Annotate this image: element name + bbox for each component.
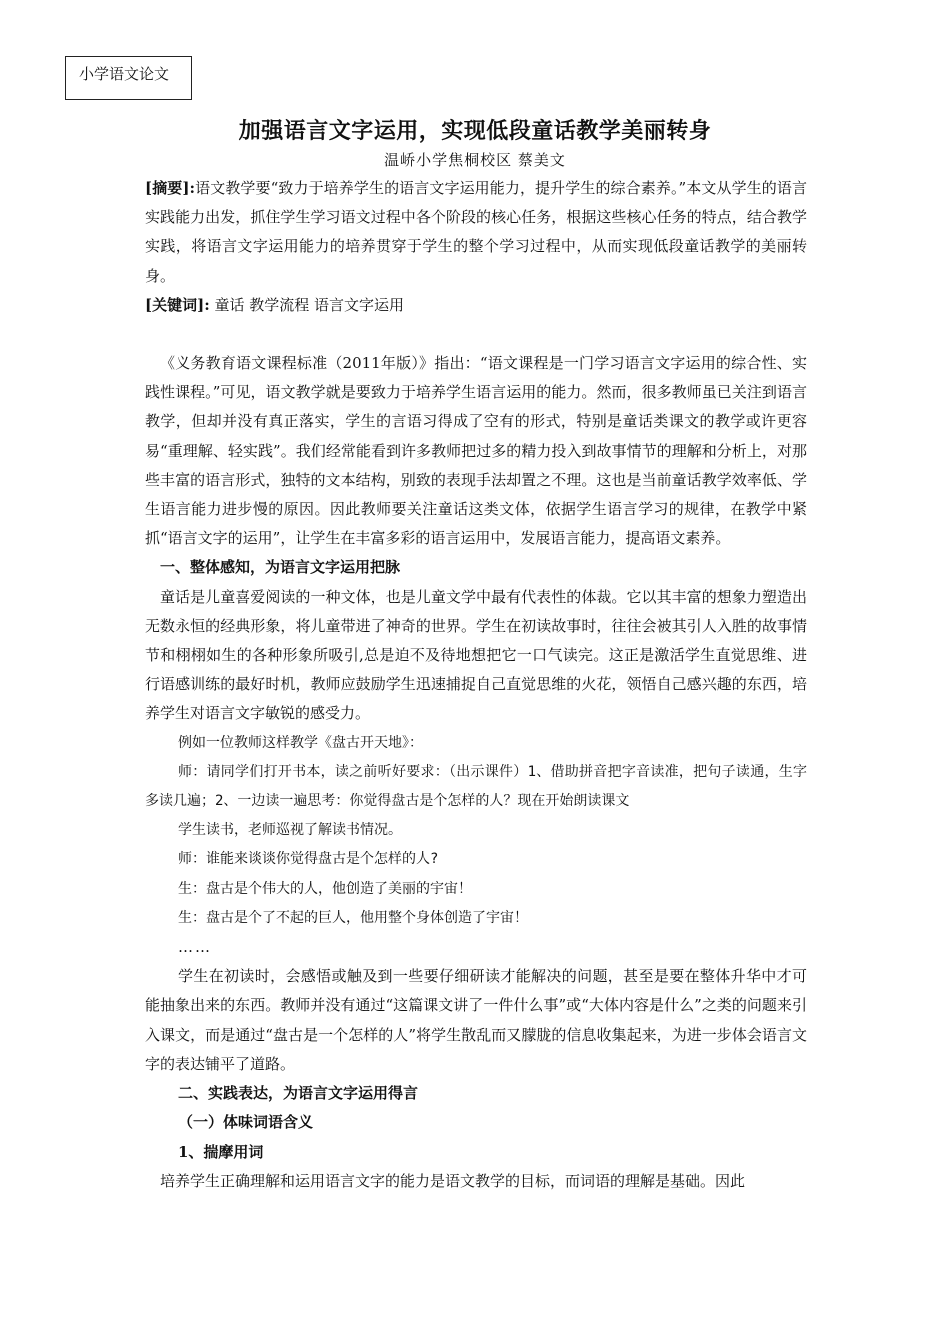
keywords-label: [关键词]: bbox=[145, 295, 210, 314]
category-tag-box bbox=[65, 56, 192, 100]
dialogue-line: 学生读书，老师巡视了解读书情况。 bbox=[178, 822, 402, 839]
intro-paragraph: 《义务教育语文课程标准（2011年版）》指出：“语文课程是一门学习语言文字运用的综合性、实践性课程。”可见，语文教学就是要致力于培养学生语言运用的能力。然而，很多教师虽已关注到语言教学，但却并没有真正落实，学生的言语习得成了空有的形式，特别是童话类课文的教学或许更容易“重理解、轻实践”。我们经常能看到许多教师把过多的精力投入到故事情节的理解和分析上，对那些丰富的语言形式，独特的文本结构，别致的表现手法却置之不理。这也是当前童话教学效率低、学生语言能力进步慢的原因。因此教师要关注童话这类文体，依据学生语言学习的规律，在教学中紧抓“语言文字的运用”，让学生在丰富多彩的语言运用中，发展语言能力，提高语文素养。 bbox=[145, 354, 807, 548]
keywords-text: 童话 教学流程 语言文字运用 bbox=[209, 295, 405, 314]
dialogue-line: 生：盘古是个了不起的巨人，他用整个身体创造了宇宙！ bbox=[178, 909, 528, 926]
abstract bbox=[145, 174, 807, 291]
section-1-heading: 一、整体感知，为语言文字运用把脉 bbox=[160, 558, 401, 577]
dialogue-line: 生：盘古是个伟大的人，他创造了美丽的宇宙！ bbox=[178, 880, 472, 897]
page-title: 加强语言文字运用，实现低段童话教学美丽转身 bbox=[238, 119, 712, 144]
section-2-paragraph: 培养学生正确理解和运用语言文字的能力是语文教学的目标，而词语的理解是基础。因此 bbox=[160, 1171, 746, 1190]
ellipsis: …… bbox=[178, 938, 212, 957]
sub-subsection-heading: 1、揣摩用词 bbox=[178, 1142, 264, 1161]
category-tag: 小学语文论文 bbox=[79, 65, 170, 83]
abstract-label: [摘要]: bbox=[145, 179, 196, 197]
keywords bbox=[145, 291, 807, 320]
dialogue-line: 师：请同学们打开书本，读之前听好要求：（出示课件）1、借助拼音把字音读准，把句子读通，生字多读几遍；2、一边读一遍思考：你觉得盘古是个怎样的人？现在开始朗读课文 bbox=[145, 763, 807, 810]
document-body bbox=[145, 174, 807, 1196]
section-1-closing: 学生在初读时，会感悟或触及到一些要仔细研读才能解决的问题，甚至是要在整体升华中才可能抽象出来的东西。教师并没有通过“这篇课文讲了一件什么事”或“大体内容是什么”之类的问题来引入课文，而是通过“盘古是一个怎样的人”将学生散乱而又朦胧的信息收集起来，为进一步体会语言文字的表达铺平了道路。 bbox=[145, 967, 807, 1073]
abstract-text: 语文教学要“致力于培养学生的语言文字运用能力，提升学生的综合素养。”本文从学生的语言实践能力出发，抓住学生学习语文过程中各个阶段的核心任务，根据这些核心任务的特点，结合教学实践，将语言文字运用能力的培养贯穿于学生的整个学习过程中，从而实现低段童话教学的美丽转身。 bbox=[145, 179, 807, 285]
section-2-heading: 二、实践表达，为语言文字运用得言 bbox=[178, 1084, 419, 1103]
dialogue-line: 师：谁能来谈谈你觉得盘古是个怎样的人? bbox=[178, 851, 439, 868]
section-1-paragraph: 童话是儿童喜爱阅读的一种文体，也是儿童文学中最有代表性的体裁。它以其丰富的想象力塑造出无数永恒的经典形象，将儿童带进了神奇的世界。学生在初读故事时，往往会被其引人入胜的故事情节和栩栩如生的各种形象所吸引,总是迫不及待地想把它一口气读完。这正是激活学生直觉思维、进行语感训练的最好时机，教师应鼓励学生迅速捕捉自己直觉思维的火花，领悟自己感兴趣的东西，培养学生对语言文字敏锐的感受力。 bbox=[145, 587, 807, 723]
example-intro: 例如一位教师这样教学《盘古开天地》： bbox=[178, 734, 423, 751]
spacer bbox=[145, 320, 807, 349]
subsection-heading: （一）体味词语含义 bbox=[178, 1113, 314, 1132]
author-line: 温峤小学焦桐校区 蔡美文 bbox=[384, 151, 566, 169]
